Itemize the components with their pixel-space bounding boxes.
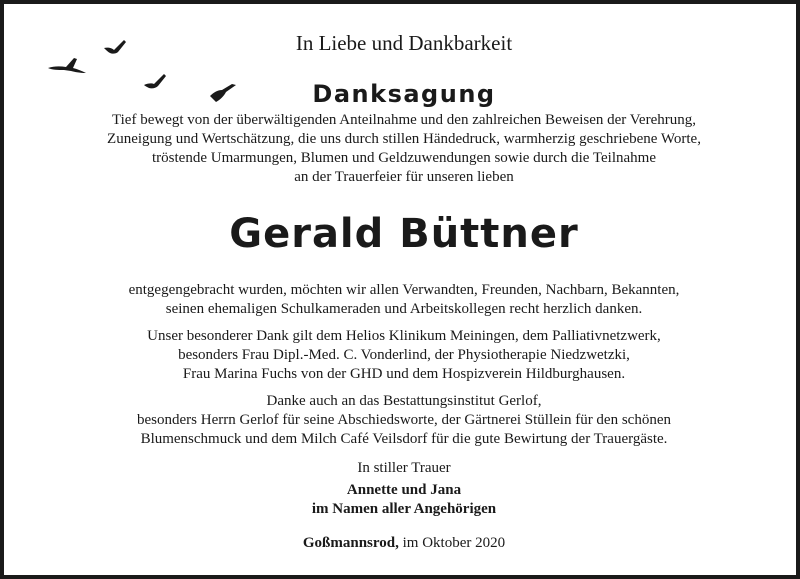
paragraph-line: Danke auch an das Bestattungsinstitut Gerlof, xyxy=(266,393,542,409)
header-text: In Liebe und Dankbarkeit xyxy=(295,31,513,55)
obituary-content xyxy=(8,8,792,571)
paragraph-line: Frau Marina Fuchs von der GHD und dem Hospizverein Hildburghausen. xyxy=(182,366,626,382)
paragraph-line: entgegengebracht wurden, möchten wir allen Verwandten, Freunden, Nachbarn, Bekannten, xyxy=(128,282,680,298)
intro-line: tröstende Umarmungen, Blumen und Geldzuwendungen sowie durch die Teilnahme xyxy=(152,150,656,166)
intro-line: Zuneigung und Wertschätzung, die uns durch stillen Händedruck, warmherzig geschriebene Worte, xyxy=(107,131,701,147)
place-date-line xyxy=(8,534,800,553)
title-heading: Danksagung xyxy=(312,80,496,108)
date-text: im Oktober 2020 xyxy=(398,535,506,551)
place-name: Goßmannsrod, xyxy=(302,535,399,551)
deceased-name: Gerald Büttner xyxy=(229,211,579,257)
intro-line: an der Trauerfeier für unseren lieben xyxy=(294,169,514,185)
paragraph-line: Unser besonderer Dank gilt dem Helios Klinikum Meiningen, dem Palliativnetzwerk, xyxy=(147,328,661,344)
paragraph-line: besonders Frau Dipl.-Med. C. Vonderlind, der Physiotherapie Niedzwetzki, xyxy=(178,347,630,363)
paragraph-line: seinen ehemaligen Schulkameraden und Arbeitskollegen recht herzlich danken. xyxy=(165,301,643,317)
signer-names: Annette und Jana xyxy=(346,482,462,498)
bird-icon xyxy=(48,58,86,73)
closing-text: In stiller Trauer xyxy=(357,460,451,476)
paragraph-line: besonders Herrn Gerlof für seine Abschiedsworte, der Gärtnerei Stüllein für den schönen xyxy=(137,412,671,428)
paragraph-line: Blumenschmuck und dem Milch Café Veilsdorf für die gute Bewirtung der Trauergäste. xyxy=(140,431,668,447)
intro-line: Tief bewegt von der überwältigenden Anteilnahme und den zahlreichen Beweisen der Verehrung, xyxy=(112,112,696,128)
signer-relation: im Namen aller Angehörigen xyxy=(311,501,497,517)
